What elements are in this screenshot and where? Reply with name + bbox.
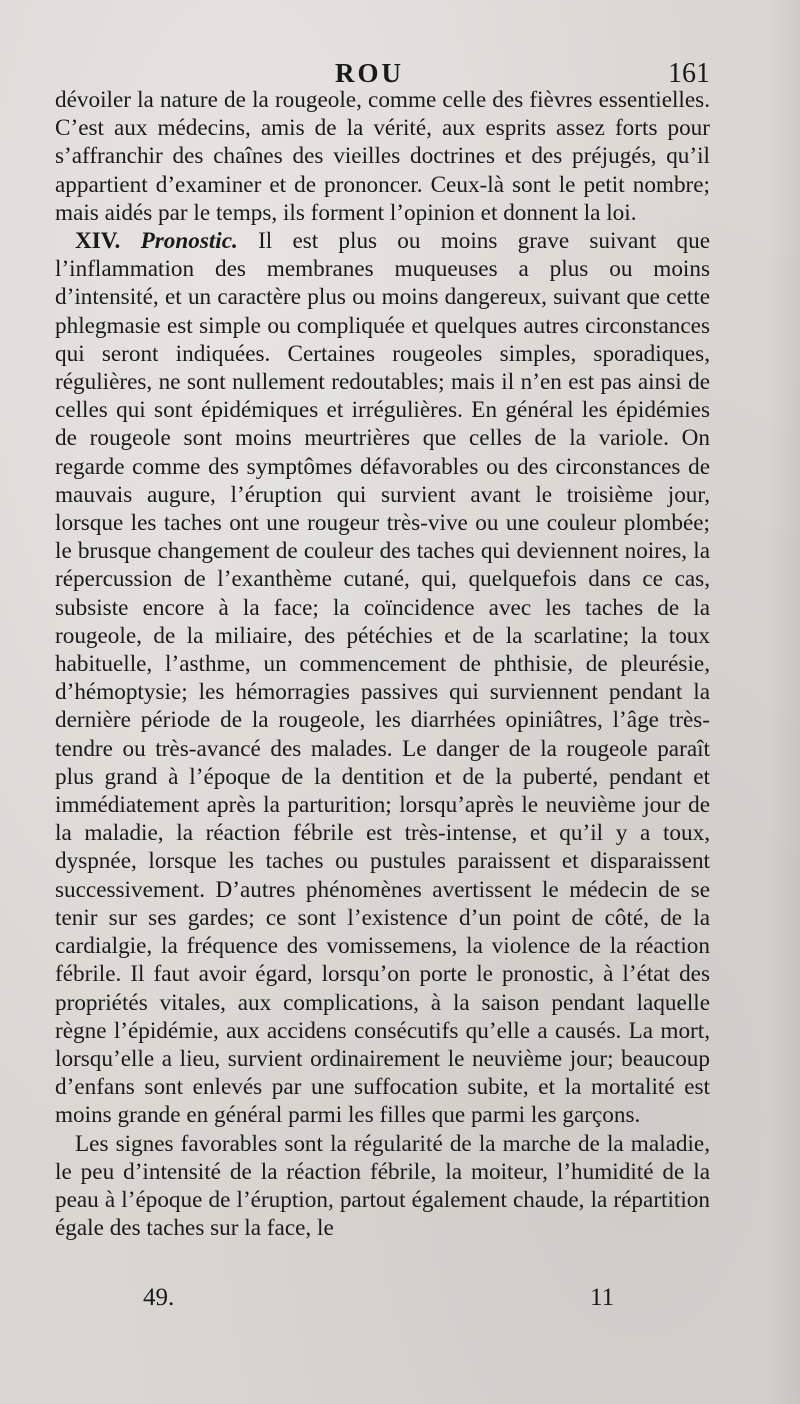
running-title: ROU	[335, 58, 404, 88]
page-number: 161	[668, 58, 710, 89]
page-edge-shadow	[768, 0, 800, 1404]
paragraph-pronostic-text: Il est plus ou moins grave suivant que l’inflammation des membranes muqueuses a plus ou moins d’intensité, et un caractère plus ou moins dangereux, suivant que cette phlegmasie est simple ou compliquée et quelques autres circonstances qui seront indiquées. Certaines rougeoles simples, sporadiques, régulières, ne sont nullement redoutables; mais il n’en est pas ainsi de celles qui sont épidémiques et irrégulières. En général les épidémies de rougeole sont moins meurtrières que celles de la variole. On regarde comme des symptômes défavorables ou des circonstances de mauvais augure, l’éruption qui survient avant le troisième jour, lorsque les taches ont une rougeur très-vive ou une couleur plombée; le brusque changement de couleur des taches qui deviennent noires, la répercussion de l’exanthème cutané, qui, quelquefois dans ce cas, subsiste encore à la face; la coïncidence avec les taches de la rougeole, de la miliaire, des pétéchies et de la scarlatine; la toux habituelle, l’asthme, un commencement de phthisie, de pleurésie, d’hémoptysie; les hémorragies passives qui surviennent pendant la dernière période de la rougeole, les diarrhées opiniâtres, l’âge très-tendre ou très-avancé des malades. Le danger de la rougeole paraît plus grand à l’époque de la dentition et de la puberté, pendant et immédiatement après la parturition; lorsqu’après le neuvième jour de la maladie, la réaction fébrile est très-intense, et qu’il y a toux, dyspnée, lorsque les taches ou pustules paraissent et disparaissent successivement. D’autres phénomènes avertissent le médecin de se tenir sur ses gardes; ce sont l’existence d’un point de côté, de la cardialgie, la fréquence des vomissemens, la violence de la réaction fébrile. Il faut avoir égard, lorsqu’on porte le pronostic, à l’état des propriétés vitales, aux complications, à la saison pendant laquelle règne l’épidémie, aux accidens consécutifs qu’elle a causés. La mort, lorsqu’elle a lieu, survient ordinairement le neuvième jour; beaucoup d’enfans sont enlevés par une suffocation subite, et la mortalité est moins grande en général parmi les filles que parmi les garçons.	[55, 228, 711, 1129]
section-title: Pronostic.	[140, 228, 238, 255]
paragraph-favorable-signs: Les signes favorables sont la régularité de la marche de la maladie, le peu d’intensité de la réaction fébrile, la moiteur, l’humidité de la peau à l’époque de l’éruption, partout également chaude, la répartition égale des taches sur la face, le	[55, 1130, 710, 1242]
signature-mark: 49.	[143, 1284, 175, 1311]
paragraph-continuation: dévoiler la nature de la rougeole, comme celle des fièvres essentielles. C’est aux médecins, amis de la vérité, aux esprits assez forts pour s’affranchir des chaînes des vieilles doctrines et des préjugés, qu’il appartient d’examiner et de prononcer. Ceux-là sont le petit nombre; mais aidés par le temps, ils forment l’opinion et donnent la loi.	[55, 87, 710, 226]
sheet-number: 11	[590, 1284, 615, 1311]
page-footer	[55, 1284, 710, 1318]
paragraph-pronostic	[55, 227, 710, 1130]
body-text	[55, 86, 710, 1242]
section-number: XIV.	[75, 228, 121, 255]
